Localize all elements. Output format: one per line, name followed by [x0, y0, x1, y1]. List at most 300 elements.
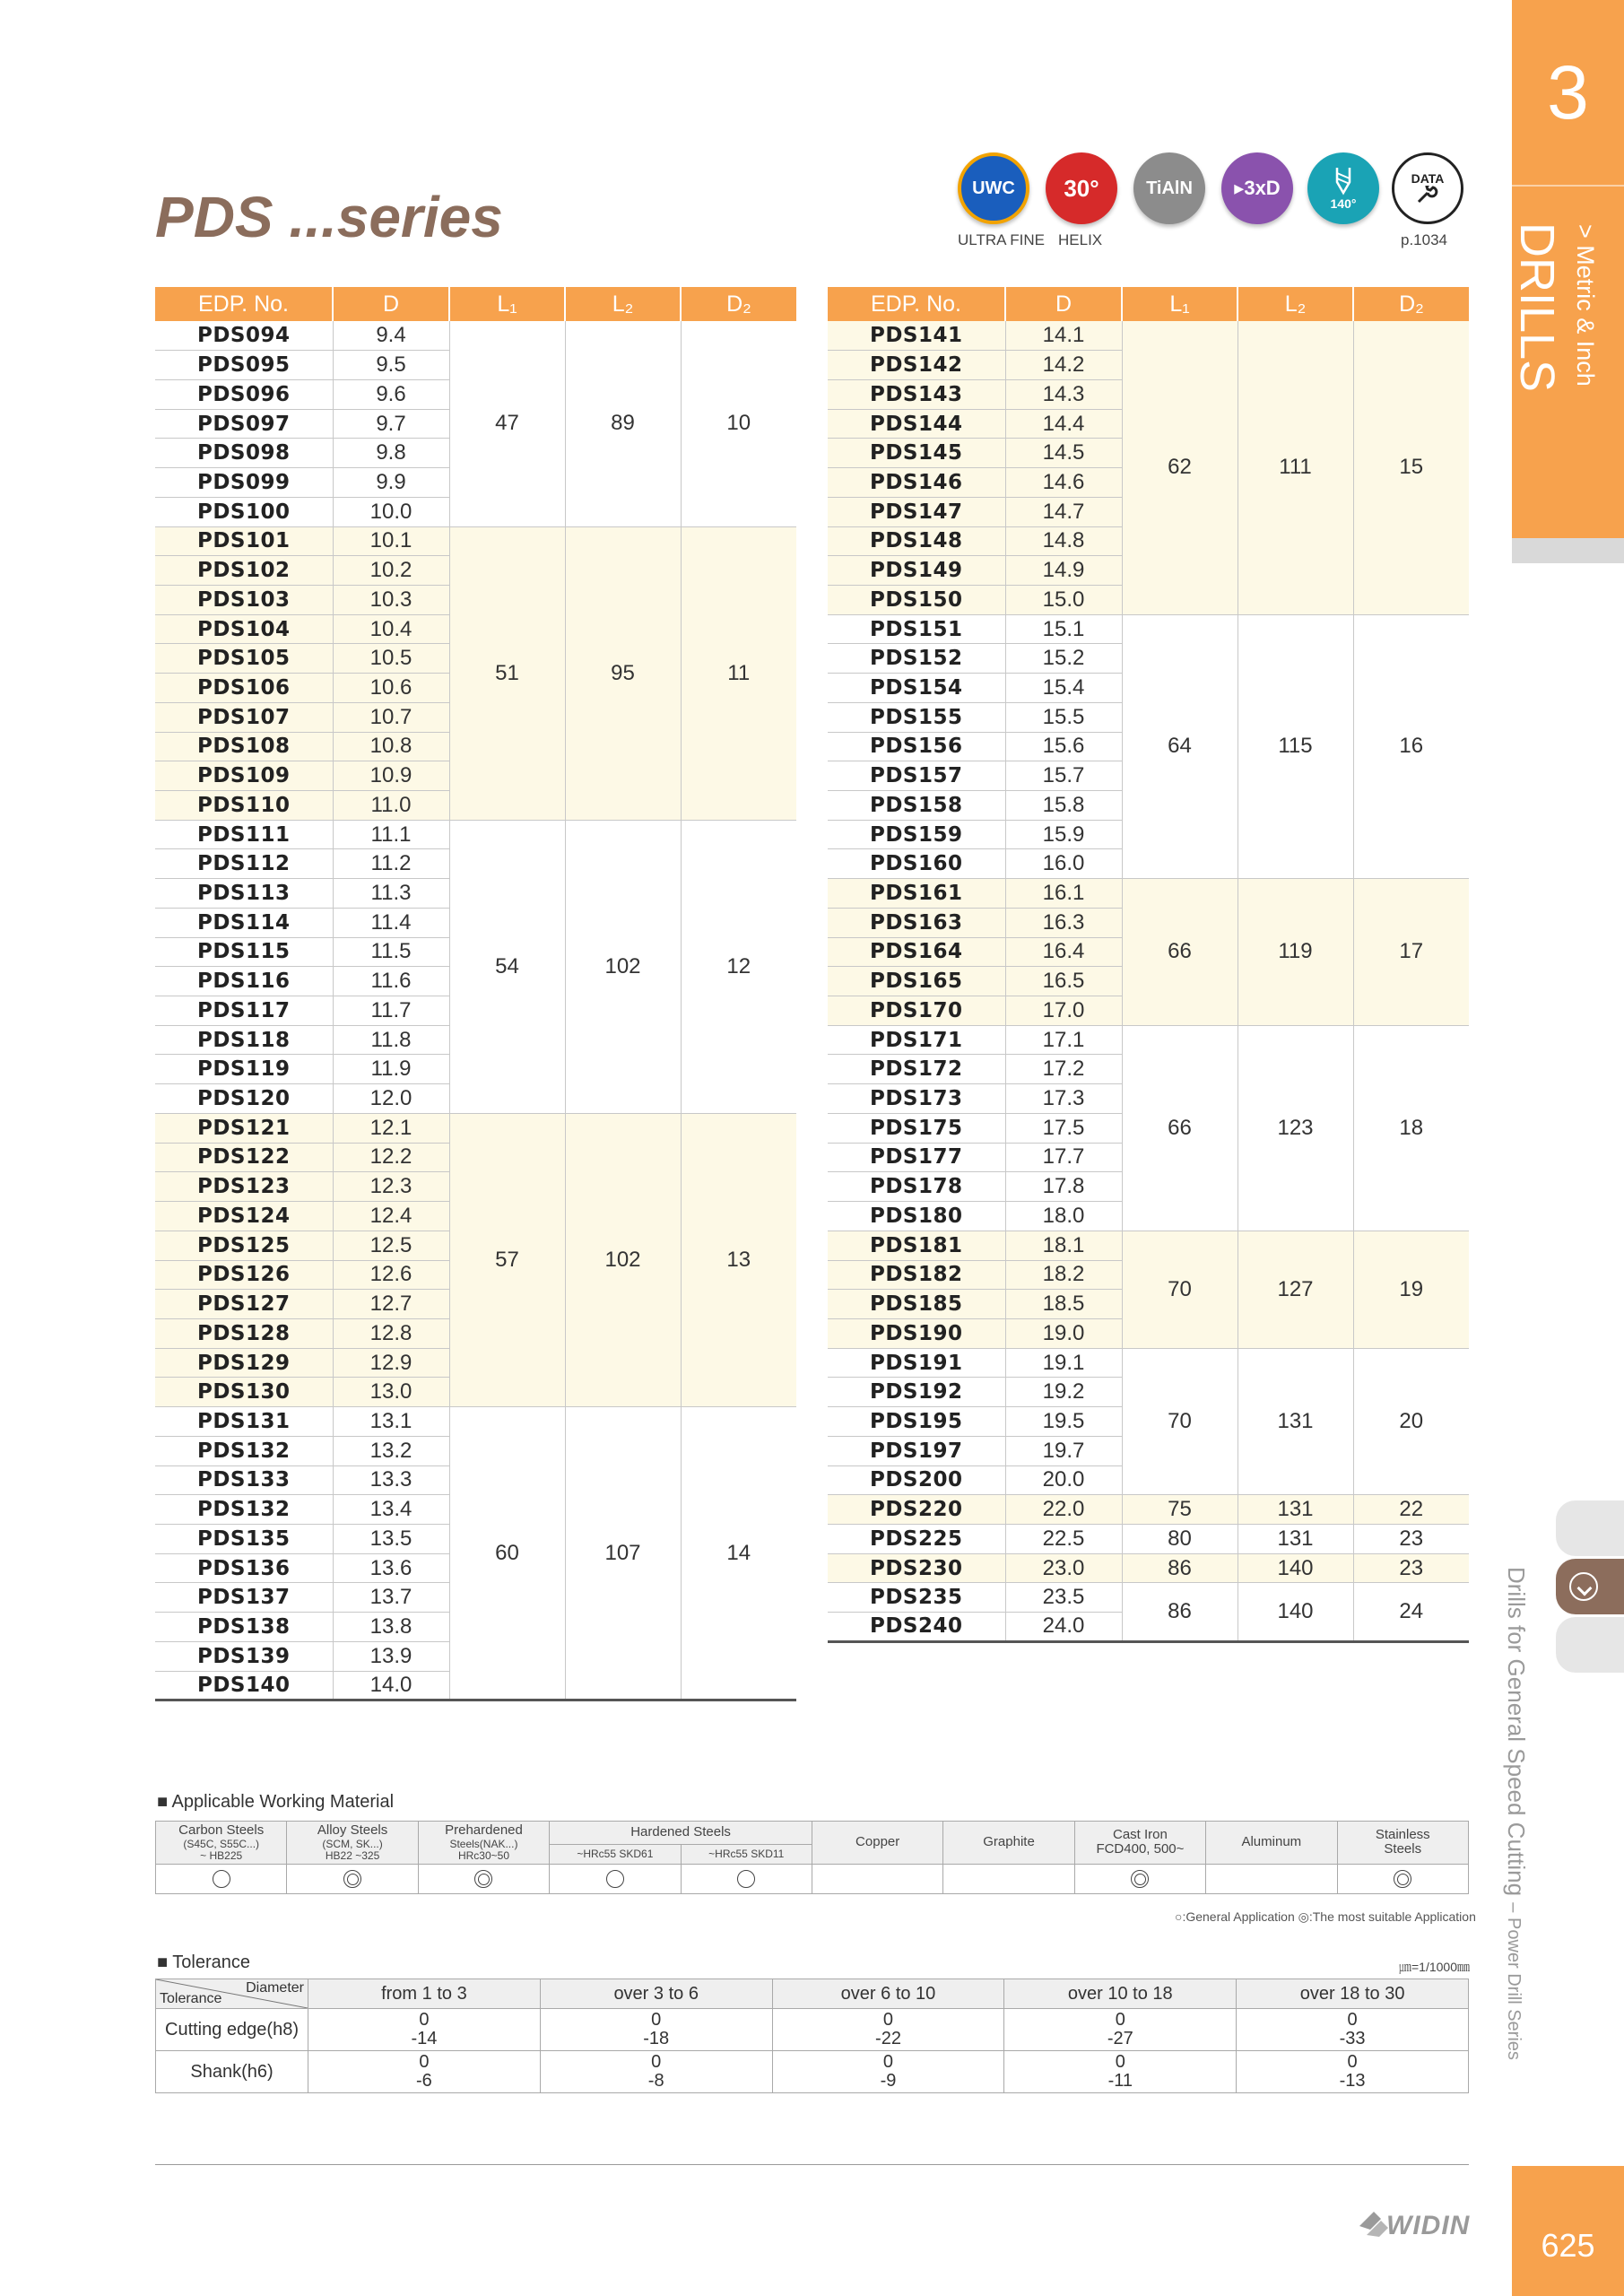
diameter: 19.1 — [1005, 1348, 1122, 1378]
edp-number: PDS172 — [828, 1055, 1005, 1084]
diameter: 14.3 — [1005, 379, 1122, 409]
diameter: 11.9 — [333, 1055, 449, 1084]
tolerance-upper: 0 — [419, 2010, 430, 2030]
diameter: 17.3 — [1005, 1084, 1122, 1114]
edp-number: PDS165 — [828, 967, 1005, 996]
edp-number: PDS158 — [828, 791, 1005, 821]
edp-number: PDS191 — [828, 1348, 1005, 1378]
diameter: 23.5 — [1005, 1583, 1122, 1613]
edp-number: PDS173 — [828, 1084, 1005, 1114]
edp-number: PDS175 — [828, 1113, 1005, 1143]
edp-number: PDS139 — [155, 1641, 333, 1671]
material-rating-row — [156, 1864, 1469, 1893]
diameter: 14.6 — [1005, 468, 1122, 498]
hardened-skd61: ~HRc55 SKD61 — [550, 1844, 681, 1864]
edp-number: PDS150 — [828, 585, 1005, 614]
column-header: EDP. No. — [828, 287, 1005, 321]
diameter: 23.0 — [1005, 1553, 1122, 1583]
helix-caption: HELIX — [1058, 231, 1103, 248]
edp-number: PDS154 — [828, 674, 1005, 703]
diameter: 14.8 — [1005, 526, 1122, 556]
edp-number: PDS151 — [828, 614, 1005, 644]
diameter: 15.6 — [1005, 732, 1122, 761]
circle-icon — [213, 1870, 230, 1888]
tolerance-upper: 0 — [1347, 2052, 1358, 2072]
tolerance-lower: -18 — [643, 2029, 670, 2048]
edp-number: PDS146 — [828, 468, 1005, 498]
edp-number: PDS127 — [155, 1290, 333, 1319]
side-section-sub: – Power Drill Series — [1504, 1902, 1524, 2060]
tolerance-table — [155, 1979, 1469, 2093]
group-l2: 131 — [1238, 1524, 1353, 1553]
edp-number: PDS142 — [828, 351, 1005, 380]
group-l1: 54 — [449, 820, 565, 1113]
diameter: 9.7 — [333, 409, 449, 439]
table-header-row — [828, 287, 1469, 321]
tolerance-cell — [772, 2051, 1004, 2093]
edp-number: PDS118 — [155, 1025, 333, 1055]
group-d2: 11 — [681, 526, 796, 820]
group-l2: 115 — [1238, 614, 1353, 878]
material-table — [155, 1821, 1469, 1894]
group-d2: 15 — [1353, 321, 1469, 614]
diameter: 10.2 — [333, 556, 449, 586]
diameter: 15.8 — [1005, 791, 1122, 821]
edp-number: PDS192 — [828, 1378, 1005, 1407]
diameter: 22.5 — [1005, 1524, 1122, 1553]
group-l2: 107 — [565, 1407, 681, 1700]
group-d2: 22 — [1353, 1495, 1469, 1525]
group-d2: 23 — [1353, 1553, 1469, 1583]
edp-number: PDS145 — [828, 439, 1005, 468]
edp-number: PDS111 — [155, 820, 333, 849]
tolerance-upper: 0 — [651, 2052, 662, 2072]
diameter: 15.5 — [1005, 702, 1122, 732]
tolerance-lower: -6 — [416, 2071, 432, 2091]
group-l1: 70 — [1122, 1231, 1238, 1348]
group-l1: 66 — [1122, 1025, 1238, 1231]
diameter: 19.7 — [1005, 1436, 1122, 1465]
edp-number: PDS095 — [155, 351, 333, 380]
diameter: 13.1 — [333, 1407, 449, 1437]
prehardened-name: Prehardened — [445, 1822, 523, 1838]
product-table-right — [828, 287, 1469, 1643]
castiron-sub: FCD400, 500~ — [1096, 1841, 1185, 1857]
diameter: 12.5 — [333, 1231, 449, 1260]
edp-number: PDS185 — [828, 1290, 1005, 1319]
material-rating-cell — [287, 1864, 418, 1893]
group-l1: 75 — [1122, 1495, 1238, 1525]
table-row — [828, 1583, 1469, 1613]
edp-number: PDS099 — [155, 468, 333, 498]
group-l2: 123 — [1238, 1025, 1353, 1231]
circle-icon — [737, 1870, 755, 1888]
diameter: 9.5 — [333, 351, 449, 380]
group-l1: 60 — [449, 1407, 565, 1700]
diameter: 13.3 — [333, 1465, 449, 1495]
alloy-sub1: (SCM, SK...) — [322, 1837, 383, 1850]
data-page-reference[interactable]: p.1034 — [1401, 231, 1447, 248]
table-row — [155, 1113, 796, 1143]
tolerance-column-header: over 6 to 10 — [772, 1979, 1004, 2009]
group-d2: 10 — [681, 321, 796, 526]
tolerance-cell — [1004, 2051, 1237, 2093]
diameter: 16.0 — [1005, 849, 1122, 879]
material-legend: ○:General Application ◎:The most suitable Application — [1175, 1909, 1476, 1924]
group-l1: 70 — [1122, 1348, 1238, 1495]
diameter: 12.1 — [333, 1113, 449, 1143]
group-d2: 14 — [681, 1407, 796, 1700]
diameter: 13.2 — [333, 1436, 449, 1465]
diameter: 15.0 — [1005, 585, 1122, 614]
edp-number: PDS100 — [155, 497, 333, 526]
group-l1: 51 — [449, 526, 565, 820]
tolerance-cell — [1004, 2009, 1237, 2051]
edp-number: PDS181 — [828, 1231, 1005, 1260]
group-l1: 86 — [1122, 1583, 1238, 1641]
prehardened-sub1: Steels(NAK...) — [449, 1837, 518, 1850]
diameter: 19.5 — [1005, 1407, 1122, 1437]
side-tab-next[interactable] — [1556, 1617, 1624, 1673]
diameter: 18.2 — [1005, 1260, 1122, 1290]
side-section-label — [1502, 1567, 1530, 2060]
carbon-name: Carbon Steels — [178, 1822, 265, 1838]
tolerance-lower: -27 — [1107, 2029, 1133, 2048]
edp-number: PDS130 — [155, 1378, 333, 1407]
table-row — [828, 1025, 1469, 1055]
tolerance-unit: ㎛=1/1000㎜ — [1399, 1960, 1470, 1974]
column-header: D₂ — [1353, 287, 1469, 321]
edp-number: PDS112 — [155, 849, 333, 879]
edp-number: PDS197 — [828, 1436, 1005, 1465]
diameter: 12.8 — [333, 1318, 449, 1348]
material-stainless-steels — [1337, 1822, 1468, 1865]
material-rating-cell — [681, 1864, 812, 1893]
diameter: 13.4 — [333, 1495, 449, 1525]
chapter-title: DRILLS — [1510, 222, 1564, 393]
edp-number: PDS177 — [828, 1143, 1005, 1172]
diameter: 14.2 — [1005, 351, 1122, 380]
diameter: 12.4 — [333, 1202, 449, 1231]
edp-number: PDS115 — [155, 937, 333, 967]
alloy-name: Alloy Steels — [317, 1822, 388, 1838]
column-header: EDP. No. — [155, 287, 333, 321]
chapter-subtitle: > Metric & Inch — [1572, 224, 1599, 387]
table-row — [828, 321, 1469, 351]
page-number: 625 — [1512, 2166, 1624, 2296]
group-l2: 102 — [565, 1113, 681, 1406]
carbon-sub2: ~ HB225 — [200, 1848, 243, 1862]
table-row — [828, 614, 1469, 644]
diameter: 15.9 — [1005, 820, 1122, 849]
tolerance-cell — [540, 2051, 772, 2093]
column-header: D₂ — [681, 287, 796, 321]
tolerance-row — [156, 2051, 1469, 2093]
group-d2: 20 — [1353, 1348, 1469, 1495]
edp-number: PDS235 — [828, 1583, 1005, 1613]
footer-rule — [155, 2164, 1469, 2165]
diameter: 11.3 — [333, 879, 449, 909]
diameter: 9.8 — [333, 439, 449, 468]
diameter: 10.0 — [333, 497, 449, 526]
chapter-number: 3 — [1547, 50, 1589, 135]
material-rating-cell — [812, 1864, 942, 1893]
diameter: 17.5 — [1005, 1113, 1122, 1143]
diameter: 10.6 — [333, 674, 449, 703]
table-row — [155, 321, 796, 351]
table-row — [828, 1495, 1469, 1525]
diameter: 11.8 — [333, 1025, 449, 1055]
group-l2: 140 — [1238, 1583, 1353, 1641]
diameter: 20.0 — [1005, 1465, 1122, 1495]
diameter: 10.1 — [333, 526, 449, 556]
edp-number: PDS110 — [155, 791, 333, 821]
drill-tip-icon — [1330, 166, 1357, 196]
edp-number: PDS094 — [155, 321, 333, 351]
stainless-name: Stainless — [1375, 1826, 1430, 1842]
column-header: D — [333, 287, 449, 321]
edp-number: PDS105 — [155, 644, 333, 674]
edp-number: PDS163 — [828, 908, 1005, 937]
tolerance-cell — [308, 2009, 541, 2051]
tolerance-lower: -13 — [1339, 2071, 1366, 2091]
side-tab-prev[interactable] — [1556, 1500, 1624, 1556]
edp-number: PDS195 — [828, 1407, 1005, 1437]
edp-number: PDS114 — [155, 908, 333, 937]
edp-number: PDS143 — [828, 379, 1005, 409]
group-l1: 64 — [1122, 614, 1238, 878]
product-table-left — [155, 287, 796, 1701]
edp-number: PDS160 — [828, 849, 1005, 879]
edp-number: PDS133 — [155, 1465, 333, 1495]
material-rating-cell — [418, 1864, 549, 1893]
diameter: 18.1 — [1005, 1231, 1122, 1260]
diameter: 9.4 — [333, 321, 449, 351]
diameter: 10.5 — [333, 644, 449, 674]
diameter: 15.7 — [1005, 761, 1122, 791]
tolerance-upper: 0 — [882, 2052, 894, 2072]
tolerance-row-label: Shank(h6) — [156, 2051, 308, 2093]
edp-number: PDS102 — [155, 556, 333, 586]
diameter: 17.7 — [1005, 1143, 1122, 1172]
material-rating-cell — [1337, 1864, 1468, 1893]
diameter: 12.6 — [333, 1260, 449, 1290]
edp-number: PDS119 — [155, 1055, 333, 1084]
table-row — [828, 879, 1469, 909]
material-aluminum: Aluminum — [1206, 1822, 1337, 1865]
group-l1: 86 — [1122, 1553, 1238, 1583]
ultra-fine-badge-icon: UWC — [958, 152, 1029, 224]
diameter: 17.1 — [1005, 1025, 1122, 1055]
edp-number: PDS123 — [155, 1172, 333, 1202]
diameter: 10.3 — [333, 585, 449, 614]
point-angle-badge-icon — [1307, 152, 1379, 224]
diameter: 13.0 — [333, 1378, 449, 1407]
column-header: L₂ — [1238, 287, 1353, 321]
diameter: 18.0 — [1005, 1202, 1122, 1231]
group-l2: 95 — [565, 526, 681, 820]
diameter: 19.0 — [1005, 1318, 1122, 1348]
group-l1: 47 — [449, 321, 565, 526]
column-header: D — [1005, 287, 1122, 321]
corner-diameter-label: Diameter — [246, 1980, 304, 1996]
group-d2: 13 — [681, 1113, 796, 1406]
diameter: 12.7 — [333, 1290, 449, 1319]
diameter: 16.5 — [1005, 967, 1122, 996]
group-l1: 80 — [1122, 1524, 1238, 1553]
tolerance-row — [156, 2009, 1469, 2051]
edp-number: PDS152 — [828, 644, 1005, 674]
edp-number: PDS171 — [828, 1025, 1005, 1055]
diameter: 16.4 — [1005, 937, 1122, 967]
material-cast-iron — [1074, 1822, 1205, 1865]
tolerance-lower: -9 — [880, 2071, 897, 2091]
edp-number: PDS170 — [828, 996, 1005, 1026]
material-hardened-steels: Hardened Steels — [550, 1822, 812, 1845]
diameter: 11.1 — [333, 820, 449, 849]
group-l1: 62 — [1122, 321, 1238, 614]
diameter: 16.3 — [1005, 908, 1122, 937]
series-title: PDS ...series — [155, 185, 503, 249]
wrench-icon — [1415, 186, 1440, 205]
edp-number: PDS147 — [828, 497, 1005, 526]
data-badge-icon[interactable] — [1392, 152, 1463, 224]
chapter-divider — [1512, 185, 1624, 187]
diameter: 10.4 — [333, 614, 449, 644]
tolerance-cell — [1237, 2009, 1469, 2051]
edp-number: PDS108 — [155, 732, 333, 761]
ultra-fine-caption: ULTRA FINE — [958, 231, 1045, 248]
diameter: 10.9 — [333, 761, 449, 791]
edp-number: PDS180 — [828, 1202, 1005, 1231]
group-l2: 119 — [1238, 879, 1353, 1026]
table-row — [828, 1553, 1469, 1583]
edp-number: PDS109 — [155, 761, 333, 791]
table-row — [155, 526, 796, 556]
edp-number: PDS097 — [155, 409, 333, 439]
group-l2: 111 — [1238, 321, 1353, 614]
group-l2: 89 — [565, 321, 681, 526]
diameter: 13.7 — [333, 1583, 449, 1613]
diameter: 11.2 — [333, 849, 449, 879]
diameter: 17.2 — [1005, 1055, 1122, 1084]
edp-number: PDS121 — [155, 1113, 333, 1143]
diameter: 18.5 — [1005, 1290, 1122, 1319]
diameter: 19.2 — [1005, 1378, 1122, 1407]
edp-number: PDS124 — [155, 1202, 333, 1231]
edp-number: PDS149 — [828, 556, 1005, 586]
depth-3xd-badge-icon: ▸3xD — [1221, 152, 1293, 224]
material-rating-cell — [550, 1864, 681, 1893]
prehardened-sub2: HRc30~50 — [457, 1848, 509, 1862]
group-d2: 24 — [1353, 1583, 1469, 1641]
edp-number: PDS126 — [155, 1260, 333, 1290]
edp-number: PDS096 — [155, 379, 333, 409]
edp-number: PDS116 — [155, 967, 333, 996]
data-badge-label: DATA — [1411, 171, 1445, 186]
edp-number: PDS113 — [155, 879, 333, 909]
edp-number: PDS132 — [155, 1495, 333, 1525]
group-l2: 131 — [1238, 1495, 1353, 1525]
group-d2: 12 — [681, 820, 796, 1113]
diameter: 11.7 — [333, 996, 449, 1026]
diameter: 9.6 — [333, 379, 449, 409]
chapter-tab-gray-band — [1512, 538, 1624, 563]
tolerance-lower: -14 — [411, 2029, 438, 2048]
alloy-sub2: HB22 ~325 — [325, 1848, 380, 1862]
group-l2: 127 — [1238, 1231, 1353, 1348]
tolerance-column-header: over 3 to 6 — [540, 1979, 772, 2009]
table-row — [828, 1348, 1469, 1378]
group-l2: 131 — [1238, 1348, 1353, 1495]
tolerance-lower: -33 — [1339, 2029, 1366, 2048]
diameter: 12.0 — [333, 1084, 449, 1114]
group-d2: 16 — [1353, 614, 1469, 878]
table-row — [155, 1407, 796, 1437]
tolerance-cell — [772, 2009, 1004, 2051]
table-header-row — [155, 287, 796, 321]
edp-number: PDS164 — [828, 937, 1005, 967]
edp-number: PDS155 — [828, 702, 1005, 732]
material-rating-cell — [1206, 1864, 1337, 1893]
diameter: 16.1 — [1005, 879, 1122, 909]
edp-number: PDS136 — [155, 1553, 333, 1583]
double-circle-icon — [474, 1870, 492, 1888]
diameter: 13.8 — [333, 1613, 449, 1642]
diameter: 14.5 — [1005, 439, 1122, 468]
column-header: L₁ — [1122, 287, 1238, 321]
material-copper: Copper — [812, 1822, 942, 1865]
diameter: 14.4 — [1005, 409, 1122, 439]
group-l2: 140 — [1238, 1553, 1353, 1583]
circle-icon — [606, 1870, 624, 1888]
carbon-sub1: (S45C, S55C...) — [183, 1837, 260, 1850]
diameter: 15.1 — [1005, 614, 1122, 644]
group-d2: 18 — [1353, 1025, 1469, 1231]
edp-number: PDS101 — [155, 526, 333, 556]
double-circle-icon — [1131, 1870, 1149, 1888]
material-rating-cell — [943, 1864, 1074, 1893]
side-tab-current[interactable] — [1556, 1559, 1624, 1614]
edp-number: PDS161 — [828, 879, 1005, 909]
tolerance-column-header: over 10 to 18 — [1004, 1979, 1237, 2009]
edp-number: PDS240 — [828, 1613, 1005, 1642]
edp-number: PDS182 — [828, 1260, 1005, 1290]
diameter: 12.2 — [333, 1143, 449, 1172]
edp-number: PDS200 — [828, 1465, 1005, 1495]
material-graphite: Graphite — [943, 1822, 1074, 1865]
edp-number: PDS120 — [155, 1084, 333, 1114]
group-d2: 19 — [1353, 1231, 1469, 1348]
edp-number: PDS138 — [155, 1613, 333, 1642]
hardened-skd11: ~HRc55 SKD11 — [681, 1844, 812, 1864]
table-row — [155, 820, 796, 849]
diameter: 17.8 — [1005, 1172, 1122, 1202]
material-rating-cell — [1074, 1864, 1205, 1893]
diameter: 15.2 — [1005, 644, 1122, 674]
group-l2: 102 — [565, 820, 681, 1113]
diameter: 13.9 — [333, 1641, 449, 1671]
side-section-main: Drills for General Speed Cutting — [1503, 1567, 1530, 1897]
edp-number: PDS117 — [155, 996, 333, 1026]
material-rating-cell — [156, 1864, 287, 1893]
group-d2: 23 — [1353, 1524, 1469, 1553]
diameter: 11.6 — [333, 967, 449, 996]
tolerance-cell — [1237, 2051, 1469, 2093]
edp-number: PDS128 — [155, 1318, 333, 1348]
diameter: 14.9 — [1005, 556, 1122, 586]
edp-number: PDS122 — [155, 1143, 333, 1172]
